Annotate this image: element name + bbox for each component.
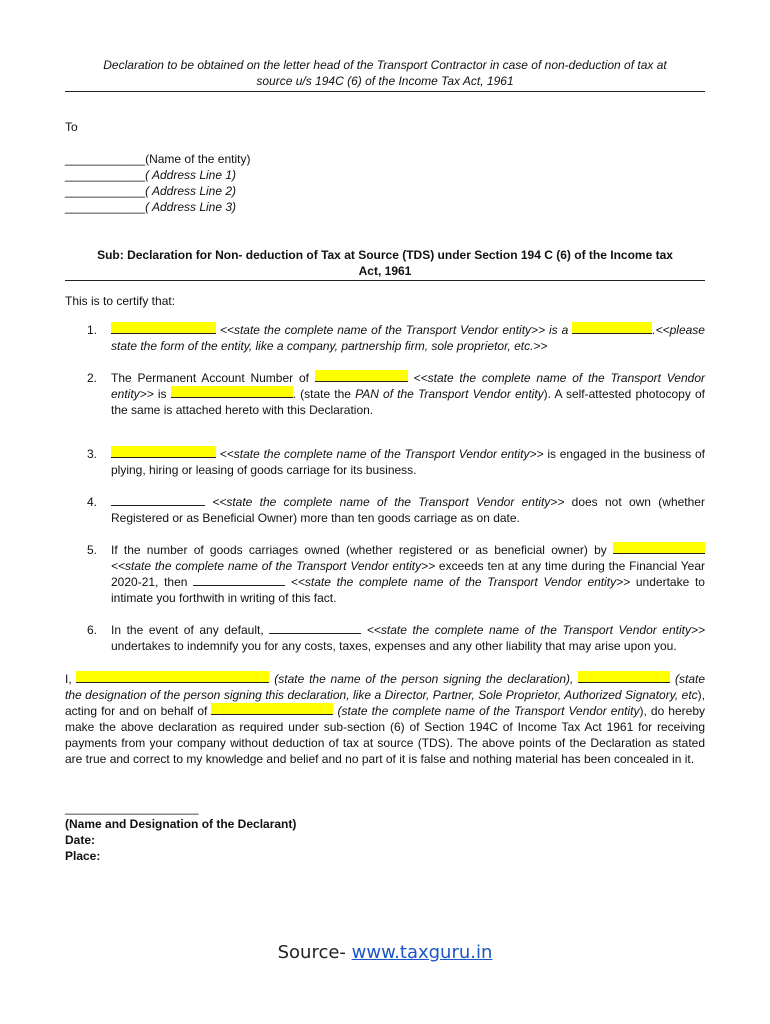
decl-text: I, xyxy=(65,672,72,686)
date-label: Date: xyxy=(65,833,96,847)
vendor-name-field[interactable] xyxy=(269,622,361,634)
item-text: . (state the xyxy=(292,387,351,401)
address-line-1-placeholder: ( Address Line 1) xyxy=(145,168,237,182)
item-number: 3. xyxy=(87,447,98,461)
designation-field[interactable] xyxy=(578,671,670,683)
item-text: <<state the complete name of the Transport Vendor entity>> xyxy=(212,495,565,509)
signatory-name-field[interactable] xyxy=(76,671,269,683)
source-prefix: Source- xyxy=(277,942,346,963)
item-text: undertake to intimate you forthwith in writing of this fact. xyxy=(111,575,705,605)
item-number: 4. xyxy=(87,495,98,509)
address-line xyxy=(65,151,705,167)
subject-heading xyxy=(65,247,705,281)
item-text: is engaged in the business of plying, hiring or leasing of goods carriage for its business. xyxy=(111,447,705,477)
declaration-points xyxy=(65,322,705,654)
address-line xyxy=(65,199,705,215)
item-text: <<state the complete name of the Transport Vendor entity>> xyxy=(290,575,631,589)
pan-field[interactable] xyxy=(171,386,293,398)
item-text: does not own (whether Registered or as Beneficial Owner) more than ten goods carriage as on date. xyxy=(111,495,705,525)
list-item xyxy=(65,370,705,418)
list-item xyxy=(65,542,705,606)
list-item xyxy=(65,446,705,478)
blank-line: ____________ xyxy=(65,184,146,198)
vendor-name-field[interactable] xyxy=(211,703,333,715)
item-number: 6. xyxy=(87,623,98,637)
decl-text: ), do hereby make the above declaration as required under sub-section (6) of Section 194C of Income Tax Act 1961 for receiving payments from your company without deduction of tax at source (TDS). The above points of the Declaration as stated are true and correct to my knowledge and belief and no part of it is false and nothing material has been concealed in it. xyxy=(65,704,705,766)
item-text: ). A self-attested photocopy of the same is attached hereto with this Declaration. xyxy=(111,387,705,417)
vendor-name-field[interactable] xyxy=(315,370,408,382)
intro-text: This is to certify that: xyxy=(65,294,176,308)
title-line-2: source u/s 194C (6) of the Income Tax Act, 1961 xyxy=(256,74,514,88)
item-text: exceeds ten at any time during the Financial Year 2020-21, then xyxy=(111,559,705,589)
declarant-label: (Name and Designation of the Declarant) xyxy=(65,817,297,831)
item-number: 2. xyxy=(87,371,98,385)
list-item xyxy=(65,494,705,526)
list-item xyxy=(65,322,705,354)
place-label: Place: xyxy=(65,849,101,863)
decl-text: (state the name of the person signing the declaration), xyxy=(274,672,574,686)
list-item xyxy=(65,622,705,654)
blank-line: ____________ xyxy=(65,168,146,182)
vendor-name-field[interactable] xyxy=(111,494,205,506)
address-line xyxy=(65,167,705,183)
signature-line: ____________________ xyxy=(65,801,199,815)
item-number: 1. xyxy=(87,323,98,337)
item-text: The Permanent Account Number of xyxy=(111,371,309,385)
document-title xyxy=(65,57,705,92)
item-text: <<state the complete name of the Transport Vendor entity>> xyxy=(111,559,436,573)
declaration-paragraph xyxy=(65,671,705,767)
item-text: .<<please state the form of the entity, like a company, partnership firm, sole proprietor, etc.>> xyxy=(111,323,705,353)
address-line-3-placeholder: ( Address Line 3) xyxy=(145,200,237,214)
item-text: <<state the complete name of the Transport Vendor entity>> xyxy=(111,371,706,401)
item-text: PAN of the Transport Vendor entity xyxy=(355,387,544,401)
recipient-address xyxy=(65,151,705,215)
vendor-name-field[interactable] xyxy=(193,574,285,586)
entity-form-field[interactable] xyxy=(572,322,652,334)
vendor-name-field[interactable] xyxy=(613,542,705,554)
decl-text: (state the designation of the person signing this declaration, like a Director, Partner, Sole Proprietor, Authorized Signatory, etc xyxy=(65,672,705,702)
item-text: <<state the complete name of the Transport Vendor entity>> is a xyxy=(219,323,569,337)
decl-text: (state the complete name of the Transport Vendor entity xyxy=(337,704,640,718)
address-line xyxy=(65,183,705,199)
item-text: undertakes to indemnify you for any costs, taxes, expenses and any other liability that may arise upon you. xyxy=(111,639,677,653)
blank-line: ____________ xyxy=(65,152,146,166)
subject-line-1: Sub: Declaration for Non- deduction of Tax at Source (TDS) under Section 194 C (6) of the Income tax xyxy=(97,248,673,262)
declaration-document xyxy=(65,57,705,864)
address-line-2-placeholder: ( Address Line 2) xyxy=(145,184,237,198)
blank-line: ____________ xyxy=(65,200,146,214)
item-text: <<state the complete name of the Transport Vendor entity>> xyxy=(366,623,706,637)
item-text: <<state the complete name of the Transport Vendor entity>> xyxy=(219,447,544,461)
signature-block xyxy=(65,800,705,864)
source-footer xyxy=(0,942,770,963)
entity-name-placeholder: (Name of the entity) xyxy=(145,152,251,166)
title-line-1: Declaration to be obtained on the letter head of the Transport Contractor in case of non-deduction of tax at xyxy=(103,58,667,72)
subject-line-2: Act, 1961 xyxy=(358,264,412,278)
source-link[interactable]: www.taxguru.in xyxy=(351,942,493,963)
item-number: 5. xyxy=(87,543,98,557)
vendor-name-field[interactable] xyxy=(111,446,216,458)
item-text: If the number of goods carriages owned (whether registered or as beneficial owner) by xyxy=(111,543,607,557)
item-text: is xyxy=(157,387,167,401)
decl-text: ), acting for and on behalf of xyxy=(65,688,705,718)
vendor-name-field[interactable] xyxy=(111,322,216,334)
to-label: To xyxy=(65,120,78,134)
item-text: In the event of any default, xyxy=(111,623,264,637)
